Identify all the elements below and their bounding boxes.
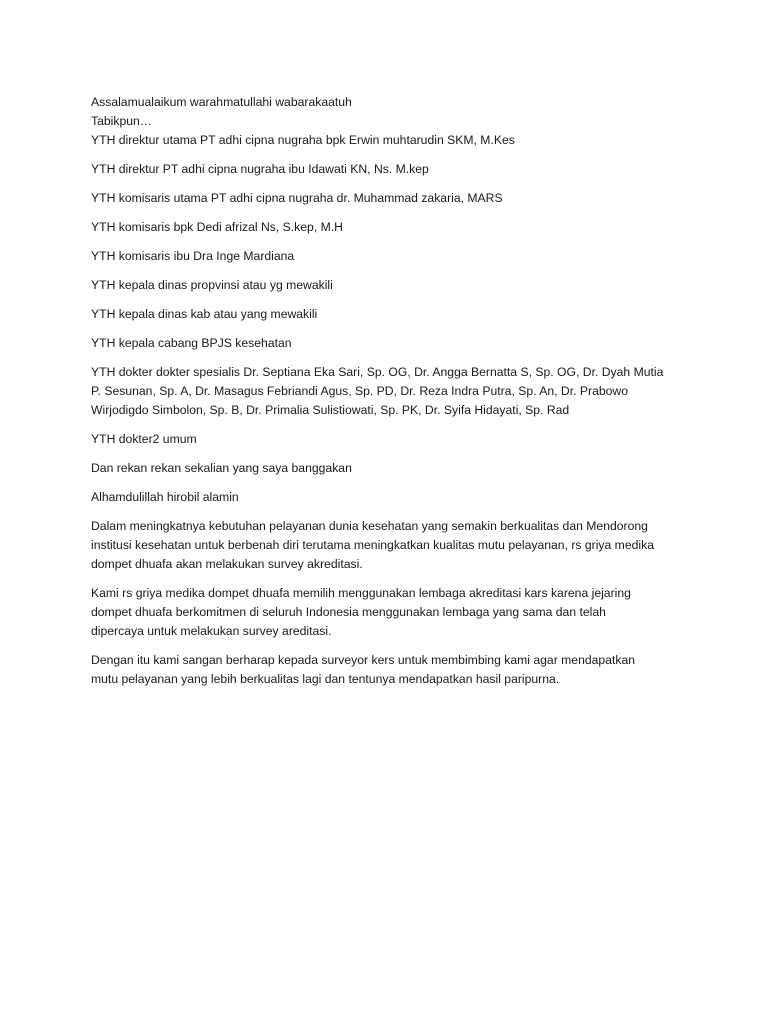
paragraph-line: Dalam meningkatnya kebutuhan pelayanan dunia kesehatan yang semakin berkualitas dan Mendorong: [91, 519, 648, 533]
greeting-line: Assalamualaikum warahmatullahi wabarakaatuh: [91, 95, 352, 109]
addressee-line: YTH kepala dinas propvinsi atau yg mewakili: [91, 278, 333, 292]
paragraph-line: dompet dhuafa berkomitmen di seluruh Indonesia menggunakan lembaga yang sama dan telah: [91, 605, 606, 619]
addressee-line: YTH direktur PT adhi cipna nugraha ibu Idawati KN, Ns. M.kep: [91, 162, 429, 176]
paragraph-line: dipercaya untuk melakukan survey areditasi.: [91, 624, 332, 638]
paragraph-line: institusi kesehatan untuk berbenah diri terutama meningkatkan kualitas mutu pelayanan, rs griya medika: [91, 538, 654, 552]
addressee-line: YTH komisaris utama PT adhi cipna nugraha dr. Muhammad zakaria, MARS: [91, 191, 503, 205]
paragraph-1: [91, 517, 691, 574]
paragraph-line: Dengan itu kami sangan berharap kepada surveyor kers untuk membimbing kami agar mendapatkan: [91, 653, 635, 667]
addressee-line: YTH kepala dinas kab atau yang mewakili: [91, 307, 318, 321]
specialists-line: P. Sesunan, Sp. A, Dr. Masagus Febriandi Agus, Sp. PD, Dr. Reza Indra Putra, Sp. An, Dr. Prabowo: [91, 384, 628, 398]
specialists-line: YTH dokter dokter spesialis Dr. Septiana Eka Sari, Sp. OG, Dr. Angga Bernatta S, Sp. OG, Dr. Dyah Mutia: [91, 365, 664, 379]
specialists-line: Wirjodigdo Simbolon, Sp. B, Dr. Primalia Sulistiowati, Sp. PK, Dr. Syifa Hidayati, Sp. Rad: [91, 403, 570, 417]
paragraph-line: Kami rs griya medika dompet dhuafa memilih menggunakan lembaga akreditasi kars karena jejaring: [91, 586, 631, 600]
addressee-line: YTH komisaris ibu Dra Inge Mardiana: [91, 249, 295, 263]
paragraph-3: [91, 651, 691, 689]
alhamdulillah-line: Alhamdulillah hirobil alamin: [91, 490, 239, 504]
general-doctors-line: YTH dokter2 umum: [91, 432, 197, 446]
tabik-line: Tabikpun…: [91, 114, 152, 128]
paragraph-2: [91, 584, 691, 641]
paragraph-line: mutu pelayanan yang lebih berkualitas lagi dan tentunya mendapatkan hasil paripurna.: [91, 672, 560, 686]
addressee-line: YTH direktur utama PT adhi cipna nugraha bpk Erwin muhtarudin SKM, M.Kes: [91, 133, 515, 147]
addressee-line: YTH kepala cabang BPJS kesehatan: [91, 336, 292, 350]
addressee-line: YTH komisaris bpk Dedi afrizal Ns, S.kep, M.H: [91, 220, 343, 234]
colleagues-line: Dan rekan rekan sekalian yang saya banggakan: [91, 461, 352, 475]
document-body: [91, 93, 691, 699]
paragraph-line: dompet dhuafa akan melakukan survey akreditasi.: [91, 557, 363, 571]
specialists-paragraph: [91, 363, 691, 420]
